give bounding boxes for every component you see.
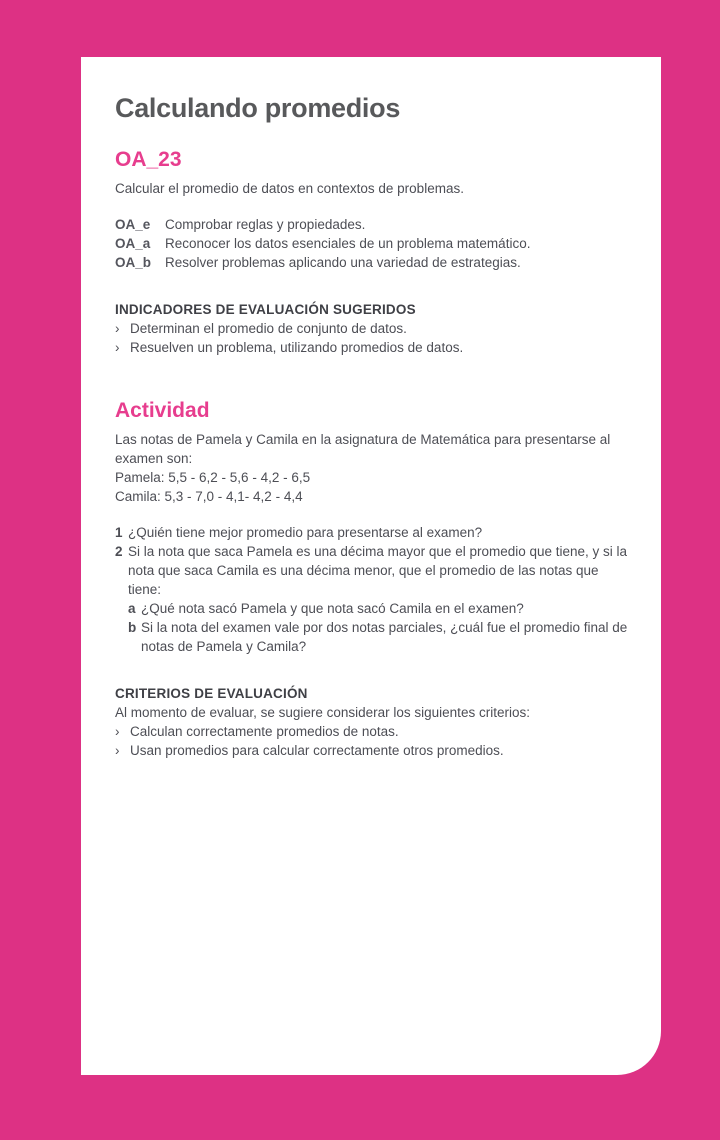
indicators-heading: INDICADORES DE EVALUACIÓN SUGERIDOS: [115, 302, 416, 317]
question-text: Si la nota que saca Pamela es una décima mayor que el promedio que tiene, y si la nota que saca Camila es una décima menor, que el promedio de las notas que tiene:: [128, 544, 628, 597]
subquestions-list: [128, 599, 631, 656]
bullet-icon: ›: [115, 321, 120, 336]
oa-objectives-list: [115, 215, 631, 272]
activity-intro: Las notas de Pamela y Camila en la asignatura de Matemática para presentarse al examen son:: [115, 432, 611, 466]
activity-heading: Actividad: [115, 399, 210, 422]
question-text: ¿Quién tiene mejor promedio para presentarse al examen?: [128, 525, 483, 540]
indicator-item: [115, 319, 631, 338]
oa-description: Calcular el promedio de datos en contextos de problemas.: [115, 181, 464, 196]
oa-objective-text: Resolver problemas aplicando una variedad de estrategias.: [165, 255, 521, 270]
question-marker: 1: [115, 525, 123, 540]
subquestion-marker: a: [128, 601, 136, 616]
indicator-item: [115, 338, 631, 357]
criteria-item: [115, 741, 631, 760]
subquestion-marker: b: [128, 620, 137, 635]
oa-objective-code: OA_e: [115, 217, 151, 232]
criteria-heading: CRITERIOS DE EVALUACIÓN: [115, 686, 308, 701]
criteria-text: Usan promedios para calcular correctamente otros promedios.: [130, 743, 504, 758]
subquestion-text: Si la nota del examen vale por dos notas parciales, ¿cuál fue el promedio final de notas de Pamela y Camila?: [141, 620, 628, 654]
questions-list: [115, 523, 631, 656]
criteria-intro: Al momento de evaluar, se sugiere considerar los siguientes criterios:: [115, 705, 530, 720]
indicator-text: Determinan el promedio de conjunto de datos.: [130, 321, 407, 336]
activity-section: [115, 399, 631, 760]
oa-section: [115, 148, 631, 357]
page-title: Calculando promedios: [115, 93, 401, 123]
subquestion-b: [128, 618, 631, 656]
criteria-text: Calculan correctamente promedios de notas.: [130, 724, 399, 739]
bullet-icon: ›: [115, 340, 120, 355]
oa-objective-row: [115, 234, 631, 253]
oa-objective-code: OA_a: [115, 236, 151, 251]
question-1: [115, 523, 631, 542]
grades-list: [115, 468, 631, 506]
subquestion-a: [128, 599, 631, 618]
bullet-icon: ›: [115, 743, 120, 758]
oa-objective-text: Reconocer los datos esenciales de un problema matemático.: [165, 236, 531, 251]
oa-objective-code: OA_b: [115, 255, 152, 270]
subquestion-text: ¿Qué nota sacó Pamela y que nota sacó Camila en el examen?: [141, 601, 524, 616]
question-2: [115, 542, 631, 599]
oa-heading: OA_23: [115, 148, 182, 171]
oa-objective-row: [115, 215, 631, 234]
criteria-item: [115, 722, 631, 741]
criteria-section: [115, 684, 631, 760]
grades-pamela: Pamela: 5,5 - 6,2 - 5,6 - 4,2 - 6,5: [115, 470, 311, 485]
grades-camila: Camila: 5,3 - 7,0 - 4,1- 4,2 - 4,4: [115, 489, 303, 504]
indicators-section: [115, 300, 631, 357]
oa-objective-row: [115, 253, 631, 272]
oa-objective-text: Comprobar reglas y propiedades.: [165, 217, 366, 232]
indicator-text: Resuelven un problema, utilizando promedios de datos.: [130, 340, 464, 355]
question-marker: 2: [115, 544, 123, 559]
bullet-icon: ›: [115, 724, 120, 739]
worksheet-card: [81, 57, 661, 1075]
